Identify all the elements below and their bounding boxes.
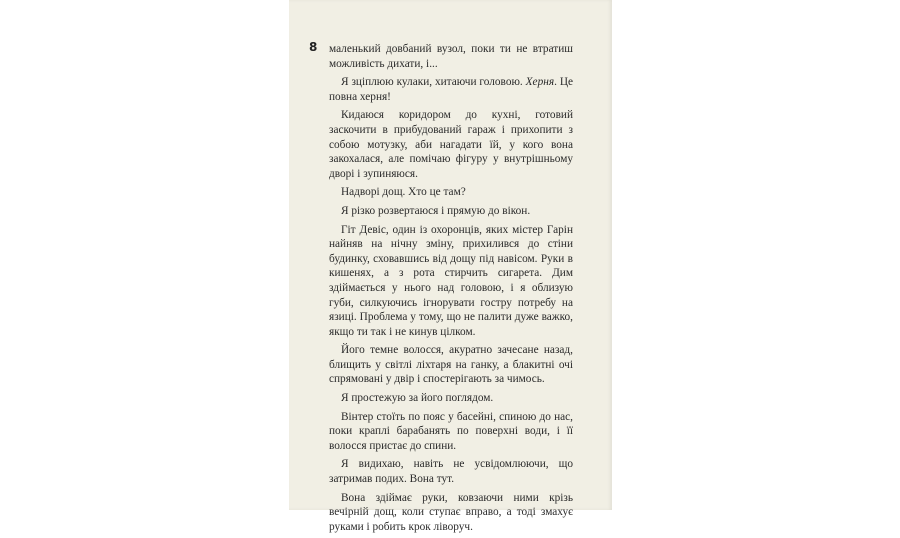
paragraph: Вінтер стоїть по пояс у басейні, спиною до нас, поки краплі барабанять по поверхні води, і її волосся пристає до спини. [329,410,573,452]
paragraph: Кидаюся коридором до кухні, готовий заскочити в прибудований гараж і прихопити з собою мотузку, аби нагадати їй, у кого вона закохалася, але помічаю фігуру у внутрішньому дворі і зупиняюся. [329,109,573,180]
paragraph: Вона здіймає руки, ковзаючи ними крізь вечірній дощ, коли ступає вправо, а тоді змахує руками і робить крок ліворуч. [329,491,573,533]
paragraph: Гіт Девіс, один із охоронців, яких містер Гарін найняв на нічну зміну, прихилився до стіни будинку, сховавшись від дощу під навісом. Руки в кишенях, а з рота стирчить сигарета. Дим здіймається у нього над головою, і я облизую губи, силкуючись ігнорувати гостру потребу на язиці. Проблема у тому, що не палити дуже важко, якщо ти так і не кинув цілком. [329,223,573,338]
paragraph: Надворі дощ. Хто це там? [341,186,466,199]
paragraph: Його темне волосся, акуратно зачесане назад, блищить у світлі ліхтаря на ганку, а блакитні очі спрямовані у двір і спостерігають за чимось. [329,344,573,386]
paragraph: Я зціплюю кулаки, хитаючи головою. Херня. Це повна херня! [329,76,573,103]
paragraph: Я видихаю, навіть не усвідомлюючи, що затримав подих. Вона тут. [329,458,573,486]
paragraph: Я різко розвертаюся і прямую до вікон. [341,204,531,217]
book-page [289,0,612,533]
paragraph: Я простежую за його поглядом. [341,392,494,405]
page-number: 8 [309,40,318,54]
emphasis: Херня [525,76,555,89]
paragraph: маленький довбаний вузол, поки ти не втратиш можливість дихати, і... [329,43,573,70]
body-text [329,42,573,538]
